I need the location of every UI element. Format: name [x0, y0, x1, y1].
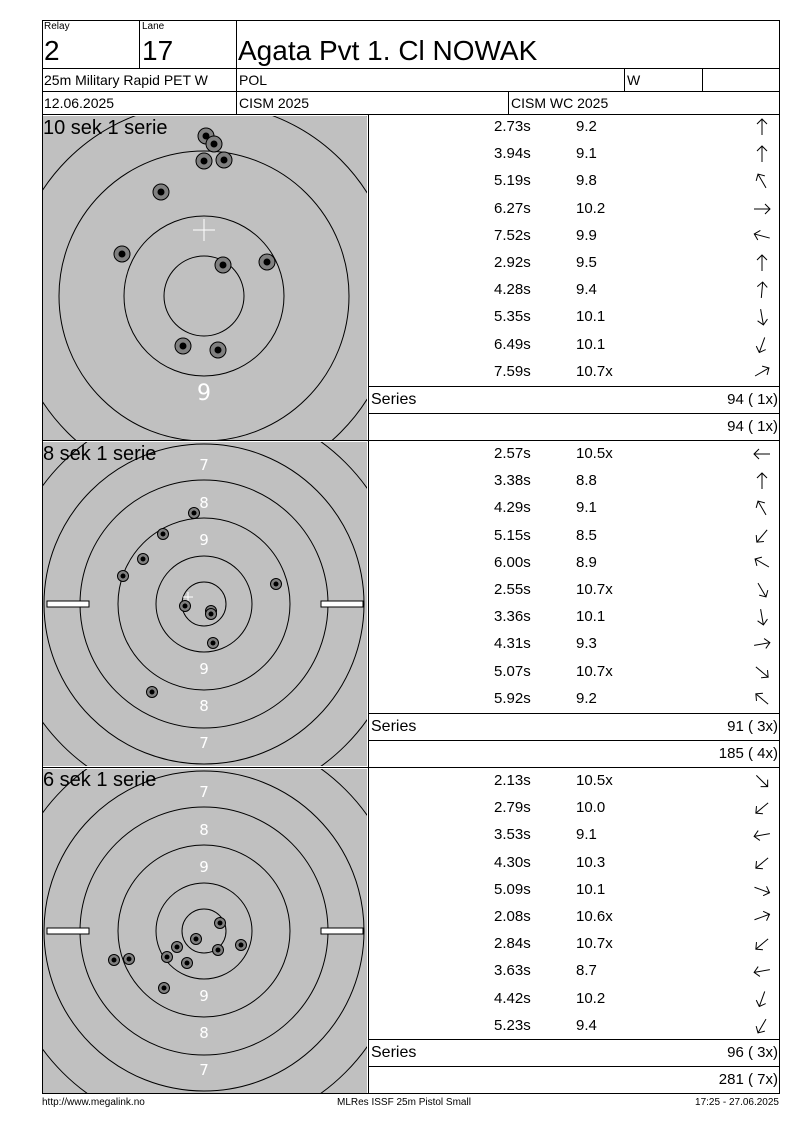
- ring-label: 7: [199, 783, 209, 801]
- shot-score: 8.7: [576, 962, 597, 980]
- shot-score: 10.5x: [576, 772, 613, 789]
- footer-timestamp: 17:25 - 27.06.2025: [695, 1097, 779, 1108]
- direction-arrow-icon: [752, 117, 772, 137]
- shot-score: 10.5x: [576, 445, 613, 462]
- shot-score: 10.1: [576, 608, 606, 626]
- shot-score: 10.2: [576, 989, 606, 1007]
- shot-row: [370, 550, 778, 577]
- series-total-3: 96 ( 3x): [727, 1044, 778, 1061]
- shot-time: 2.08s: [494, 908, 531, 925]
- shot-score: 9.1: [576, 145, 597, 163]
- ring-label: 9: [199, 660, 209, 678]
- shot-row: [370, 631, 778, 658]
- shot-row: [370, 659, 778, 686]
- shot-row: [370, 441, 778, 468]
- shot-row: [370, 304, 778, 331]
- direction-arrow-icon: [752, 907, 772, 927]
- shot-score: 10.2: [576, 199, 606, 217]
- championship: CISM WC 2025: [511, 95, 609, 111]
- shot-time: 7.59s: [494, 362, 531, 380]
- direction-arrow-icon: [752, 335, 772, 355]
- date: 12.06.2025: [44, 95, 115, 111]
- shot-time: 4.30s: [494, 853, 531, 871]
- direction-arrow-icon: [752, 771, 772, 791]
- shot-time: 4.31s: [494, 635, 531, 653]
- ring-label: 8: [199, 821, 209, 839]
- shot-row: [370, 196, 778, 223]
- shot-score: 10.6x: [576, 908, 613, 925]
- shot-score: 10.7x: [576, 581, 613, 598]
- ring-label: 8: [199, 494, 209, 512]
- direction-arrow-icon: [752, 226, 772, 246]
- relay-label: Relay: [44, 21, 70, 32]
- shot-time: 5.35s: [494, 308, 531, 326]
- shot-time: 3.94s: [494, 145, 531, 163]
- shot-row: [370, 604, 778, 631]
- shot-score: 9.9: [576, 226, 597, 244]
- direction-arrow-icon: [752, 253, 772, 273]
- shot-score: 10.1: [576, 308, 606, 326]
- shot-time: 2.79s: [494, 799, 531, 817]
- shot-row: [370, 795, 778, 822]
- direction-arrow-icon: [752, 553, 772, 573]
- shot-row: [370, 850, 778, 877]
- nation: POL: [239, 72, 268, 88]
- shot-score: 9.4: [576, 281, 597, 299]
- series-label-1: Series: [371, 391, 417, 408]
- direction-arrow-icon: [752, 989, 772, 1009]
- shot-row: [370, 523, 778, 550]
- shot-row: [370, 141, 778, 168]
- shot-time: 2.57s: [494, 445, 531, 462]
- shot-row: [370, 495, 778, 522]
- shot-score: 8.9: [576, 553, 597, 571]
- shot-score: 10.7x: [576, 935, 613, 953]
- shot-row: [370, 768, 778, 795]
- series-title-1: 10 sek 1 serie: [43, 117, 168, 139]
- shot-row: [370, 168, 778, 195]
- shot-row: [370, 577, 778, 604]
- shot-score: 8.8: [576, 472, 597, 490]
- shot-time: 3.38s: [494, 472, 531, 490]
- shot-row: [370, 904, 778, 931]
- shot-row: [370, 686, 778, 713]
- shot-score: 9.1: [576, 499, 597, 517]
- lane-label: Lane: [142, 21, 165, 32]
- direction-arrow-icon: [752, 634, 772, 654]
- shot-time: 7.52s: [494, 226, 531, 244]
- direction-arrow-icon: [752, 961, 772, 981]
- direction-arrow-icon: [752, 444, 772, 464]
- direction-arrow-icon: [752, 580, 772, 600]
- series-total-1: 94 ( 1x): [727, 391, 778, 408]
- shot-score: 9.1: [576, 826, 597, 844]
- shot-time: 3.63s: [494, 962, 531, 980]
- ring-label: 9: [199, 858, 209, 876]
- shot-score: 10.0: [576, 799, 606, 817]
- competition: CISM 2025: [239, 95, 310, 111]
- shot-time: 2.73s: [494, 118, 531, 135]
- shot-time: 3.53s: [494, 826, 531, 844]
- shot-time: 2.13s: [494, 772, 531, 789]
- series-title-2: 8 sek 1 serie: [43, 443, 157, 465]
- shot-row: [370, 114, 778, 141]
- shot-row: [370, 223, 778, 250]
- direction-arrow-icon: [752, 662, 772, 682]
- direction-arrow-icon: [752, 144, 772, 164]
- direction-arrow-icon: [752, 798, 772, 818]
- direction-arrow-icon: [752, 471, 772, 491]
- shot-time: 5.19s: [494, 172, 531, 190]
- direction-arrow-icon: [752, 280, 772, 300]
- direction-arrow-icon: [752, 307, 772, 327]
- shot-row: [370, 250, 778, 277]
- direction-arrow-icon: [752, 498, 772, 518]
- shot-score: 9.3: [576, 635, 597, 653]
- shot-time: 4.29s: [494, 499, 531, 517]
- shot-row: [370, 931, 778, 958]
- lane-value: 17: [142, 35, 174, 66]
- ring-label: 8: [199, 697, 209, 715]
- shot-time: 2.84s: [494, 935, 531, 953]
- shot-row: [370, 877, 778, 904]
- target-series-1: [43, 116, 367, 440]
- direction-arrow-icon: [752, 199, 772, 219]
- gender: W: [627, 72, 641, 88]
- shot-holes: [114, 128, 275, 358]
- direction-arrow-icon: [752, 1016, 772, 1036]
- shot-time: 6.00s: [494, 553, 531, 571]
- direction-arrow-icon: [752, 362, 772, 382]
- direction-arrow-icon: [752, 526, 772, 546]
- shot-time: 5.23s: [494, 1016, 531, 1034]
- shot-score: 10.3: [576, 853, 606, 871]
- shot-time: 3.36s: [494, 608, 531, 626]
- shot-score: 10.7x: [576, 362, 613, 380]
- shot-time: 6.49s: [494, 335, 531, 353]
- direction-arrow-icon: [752, 880, 772, 900]
- direction-arrow-icon: [752, 689, 772, 709]
- target-series-3: [43, 769, 367, 1093]
- shot-time: 2.55s: [494, 581, 531, 598]
- shot-score: 10.7x: [576, 662, 613, 680]
- series-label-2: Series: [371, 718, 417, 735]
- shot-row: [370, 1013, 778, 1040]
- series-label-3: Series: [371, 1044, 417, 1061]
- shot-time: 5.15s: [494, 526, 531, 544]
- shot-time: 5.09s: [494, 880, 531, 898]
- ring-label: 9: [197, 381, 211, 406]
- shooter-name: Agata Pvt 1. Cl NOWAK: [238, 35, 538, 66]
- footer-url[interactable]: http://www.megalink.no: [42, 1097, 145, 1108]
- ring-label: 7: [199, 734, 209, 752]
- ring-label: 7: [199, 456, 209, 474]
- ring-label: 9: [199, 531, 209, 549]
- target-series-2: [43, 442, 367, 766]
- direction-arrow-icon: [752, 934, 772, 954]
- shot-row: [370, 468, 778, 495]
- shot-time: 4.28s: [494, 281, 531, 299]
- running-total-3: 281 ( 7x): [718, 1071, 778, 1088]
- shot-row: [370, 958, 778, 985]
- shot-score: 9.2: [576, 118, 597, 135]
- direction-arrow-icon: [752, 825, 772, 845]
- shot-time: 6.27s: [494, 199, 531, 217]
- shot-time: 4.42s: [494, 989, 531, 1007]
- shot-row: [370, 332, 778, 359]
- shot-row: [370, 359, 778, 386]
- running-total-2: 185 ( 4x): [718, 745, 778, 762]
- shot-row: [370, 277, 778, 304]
- series-total-2: 91 ( 3x): [727, 718, 778, 735]
- shot-time: 5.07s: [494, 662, 531, 680]
- running-total-1: 94 ( 1x): [727, 418, 778, 435]
- shot-row: [370, 822, 778, 849]
- ring-label: 7: [199, 1061, 209, 1079]
- series-title-3: 6 sek 1 serie: [43, 769, 157, 791]
- shot-row: [370, 986, 778, 1013]
- direction-arrow-icon: [752, 607, 772, 627]
- ring-label: 8: [199, 1024, 209, 1042]
- event-name: 25m Military Rapid PET W: [44, 72, 208, 88]
- footer-software: MLRes ISSF 25m Pistol Small: [337, 1097, 471, 1108]
- shot-time: 2.92s: [494, 254, 531, 271]
- ring-label: 9: [199, 987, 209, 1005]
- shot-time: 5.92s: [494, 689, 531, 707]
- shot-score: 9.4: [576, 1016, 597, 1034]
- shot-score: 10.1: [576, 335, 606, 353]
- relay-value: 2: [44, 35, 60, 66]
- direction-arrow-icon: [752, 853, 772, 873]
- shot-score: 8.5: [576, 526, 597, 544]
- shot-score: 9.5: [576, 254, 597, 271]
- shot-score: 10.1: [576, 880, 606, 898]
- direction-arrow-icon: [752, 171, 772, 191]
- shot-score: 9.2: [576, 689, 597, 707]
- shot-score: 9.8: [576, 172, 597, 190]
